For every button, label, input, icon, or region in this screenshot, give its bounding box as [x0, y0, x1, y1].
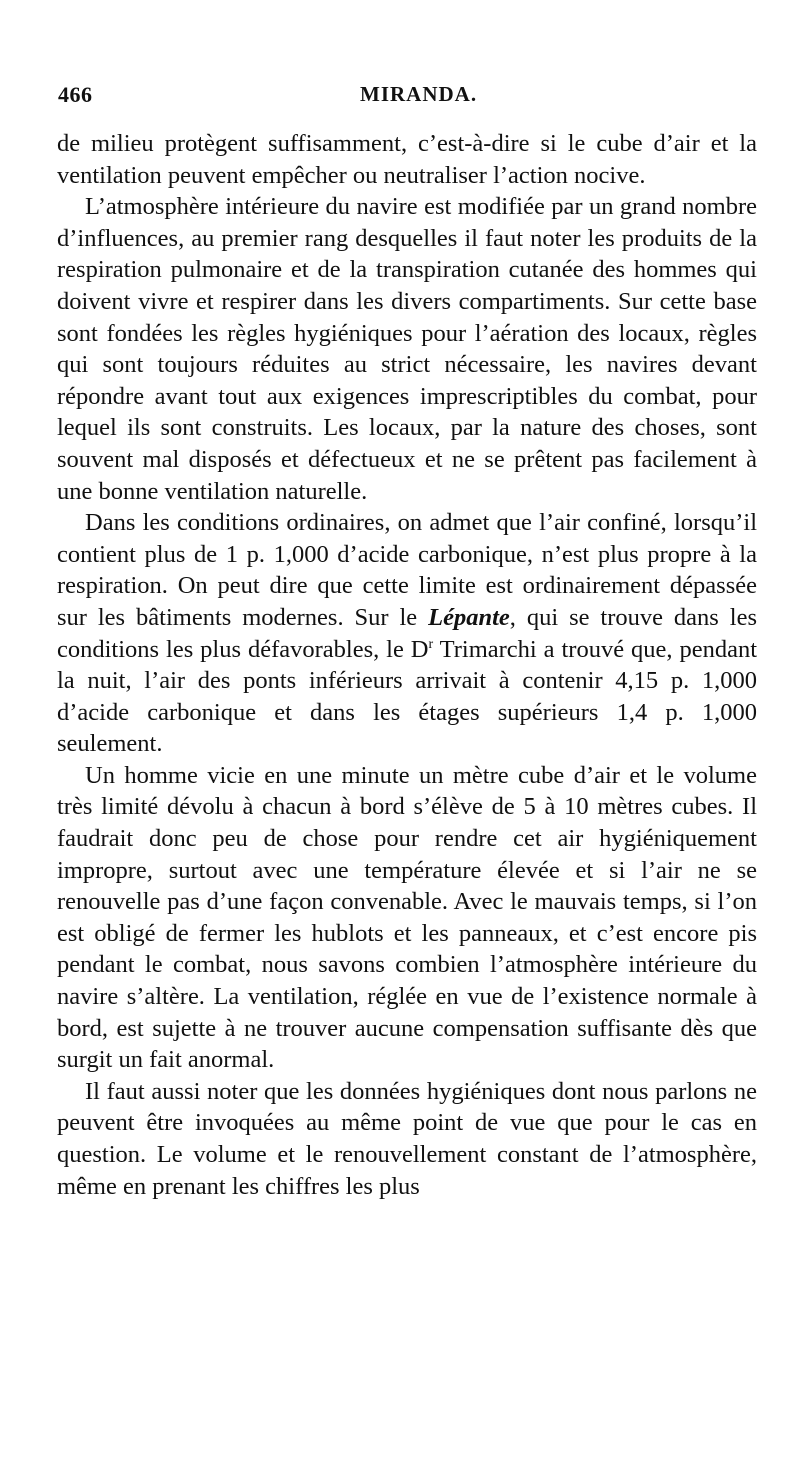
running-head: MIRANDA. — [360, 82, 478, 106]
ship-name: Lépante — [428, 603, 510, 631]
paragraph-text-part: Trimarchi a trouvé que, pendant la nuit, l’air des ponts inférieurs arrivait à contenir 4,15 p. 1,000 d’acide carbonique et dans les étages supérieurs 1,4 p. 1,000 seulement. — [57, 635, 758, 758]
paragraph-ventilation: Un homme vicie en une minute un mètre cube d’air et le volume très limité dévolu à chacun à bord s’élève de 5 à 10 mètres cubes. Il faudrait donc peu de chose pour rendre cet air hygiéniquement impropre, surtout avec une température élevée et si l’air ne se renouvelle pas d’une façon convenable. Avec le mauvais temps, si l’on est obligé de fermer les hublots et les panneaux, et c’est encore pis pendant le combat, nous savons combien l’atmosphère intérieure du navire s’altère. La ventilation, réglée en vue de l’existence normale à bord, est sujette à ne trouver aucune compensation suffisante dès que surgit un fait anormal. — [57, 761, 757, 1074]
paragraph-text-part: Dans les conditions ordinaires, on admet que l’air confiné, lorsqu’il contient plus de 1 p. 1,000 d’acide carbonique, n’est plus propre à la respiration. On peut dire que cette limite est ordinairement dépassée sur les bâtiments modernes. Sur le — [57, 509, 757, 631]
paragraph-carbonic-acid — [57, 507, 757, 760]
paragraph-hygienic-data: Il faut aussi noter que les données hygiéniques dont nous parlons ne peuvent être invoquées au même point de vue que pour le cas en question. Le volume et le renouvellement constant de l’atmosphère, même en prenant les chiffres les plus — [57, 1077, 757, 1200]
paragraph-atmosphere: L’atmosphère intérieure du navire est modifiée par un grand nombre d’influences, au premier rang desquelles il faut noter les produits de la respiration pulmonaire et de la transpiration cutanée des hommes qui doivent vivre et respirer dans les divers compartiments. Sur cette base sont fondées les règles hygiéniques pour l’aération des locaux, règles qui sont toujours réduites au strict nécessaire, les navires devant répondre avant tout aux exigences imprescriptibles du combat, pour lequel ils sont construits. Les locaux, par la nature des choses, sont souvent mal disposés et défectueux et ne se prêtent pas facilement à une bonne ventilation naturelle. — [57, 193, 757, 505]
page-header — [58, 82, 758, 116]
page-body — [57, 128, 757, 1202]
paragraph-text-part: , qui se trouve dans les conditions les plus défavorables, le D — [57, 603, 757, 663]
page-number: 466 — [58, 82, 93, 107]
superscript: r — [428, 636, 434, 652]
paragraph-continued: de milieu protègent suffisamment, c’est-à-dire si le cube d’air et la ventilation peuvent empêcher ou neutraliser l’action nocive. — [57, 130, 757, 189]
